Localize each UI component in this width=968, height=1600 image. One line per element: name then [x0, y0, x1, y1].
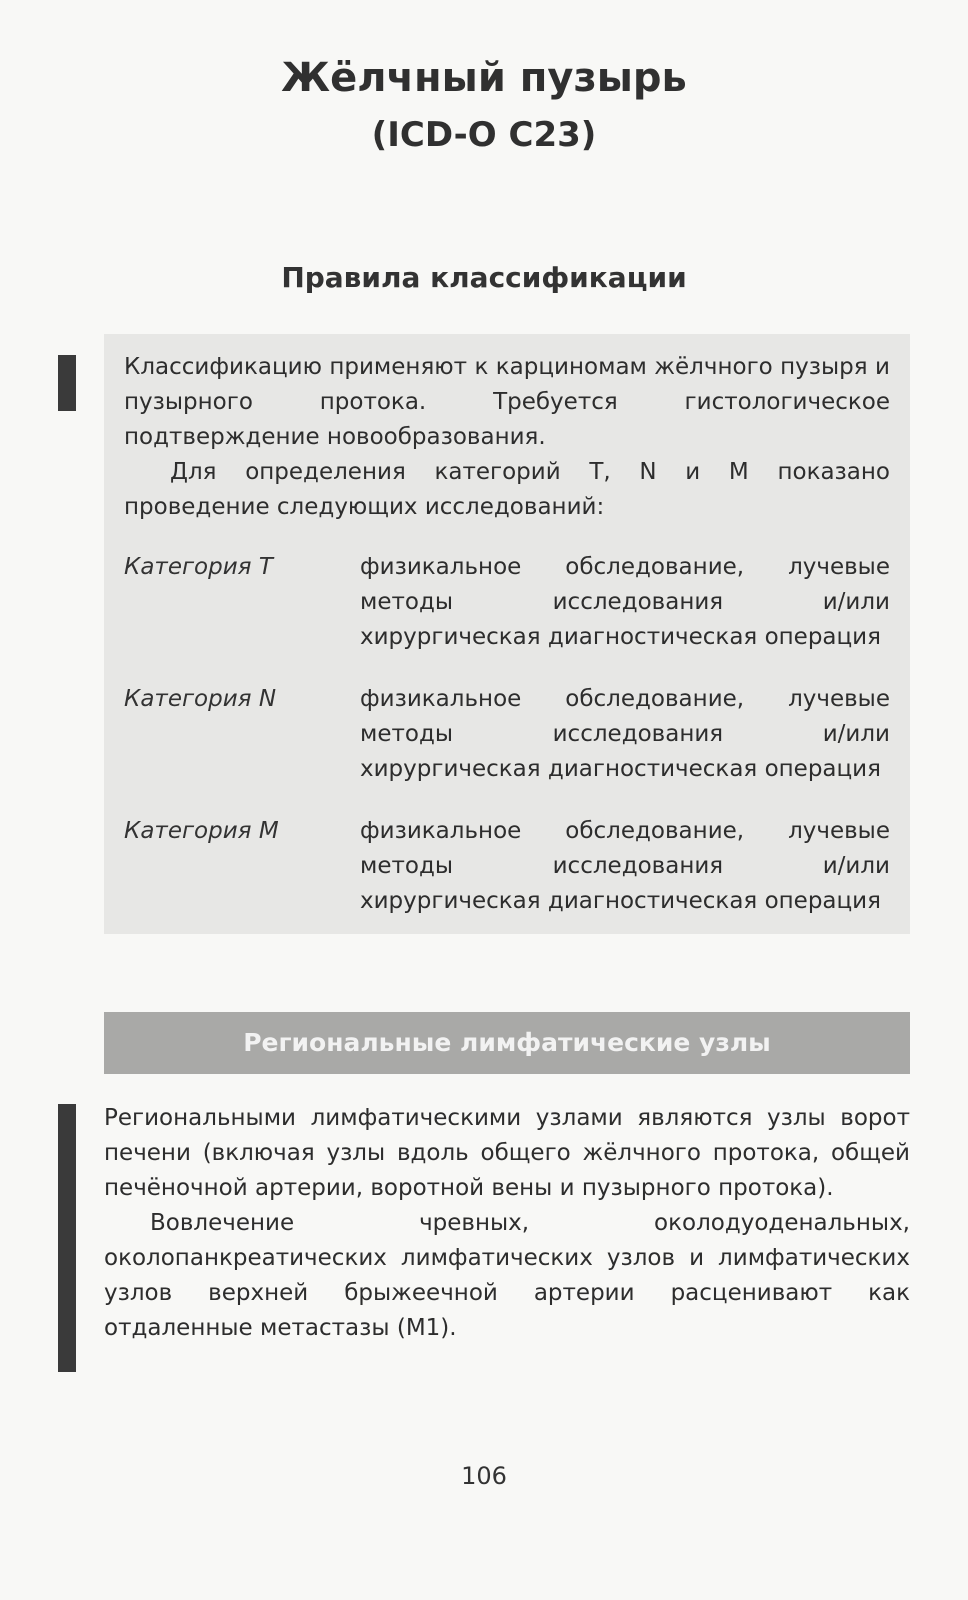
category-description: физикальное обследование, лучевые методы исследования и/или хирургическая диагностическая операция: [360, 686, 890, 782]
margin-marker-bar: [58, 355, 76, 411]
page-title: Жёлчный пузырь: [281, 55, 687, 101]
category-description: физикальное обследование, лучевые методы исследования и/или хирургическая диагностическая операция: [360, 818, 890, 914]
category-label: Категория N: [124, 686, 277, 712]
category-description: физикальное обследование, лучевые методы исследования и/или хирургическая диагностическая операция: [360, 554, 890, 650]
classification-rules-text: [124, 350, 890, 525]
lymph-nodes-text: [104, 1101, 910, 1346]
lymph-nodes-paragraph: Вовлечение чревных, околодуоденальных, околопанкреатических лимфатических узлов и лимфатических узлов верхней брыжеечной артерии расценивают как отдаленные метастазы (M1).: [104, 1210, 910, 1341]
lymph-nodes-paragraph: Региональными лимфатическими узлами являются узлы ворот печени (включая узлы вдоль общего жёлчного протока, общей печёночной артерии, воротной вены и пузырного протока).: [104, 1105, 910, 1201]
rules-paragraph: Для определения категорий T, N и M показано проведение следующих исследований:: [124, 459, 890, 520]
page-number: 106: [461, 1462, 507, 1490]
category-label: Категория M: [124, 818, 279, 844]
page-subtitle: (ICD-O C23): [371, 115, 597, 155]
category-label: Категория T: [124, 554, 273, 580]
classification-rules-heading: Правила классификации: [281, 261, 687, 294]
rules-paragraph: Классификацию применяют к карциномам жёлчного пузыря и пузырного протока. Требуется гистологическое подтверждение новообразования.: [124, 354, 890, 450]
lymph-nodes-heading-banner: Региональные лимфатические узлы: [104, 1012, 910, 1074]
margin-marker-bar: [58, 1104, 76, 1372]
